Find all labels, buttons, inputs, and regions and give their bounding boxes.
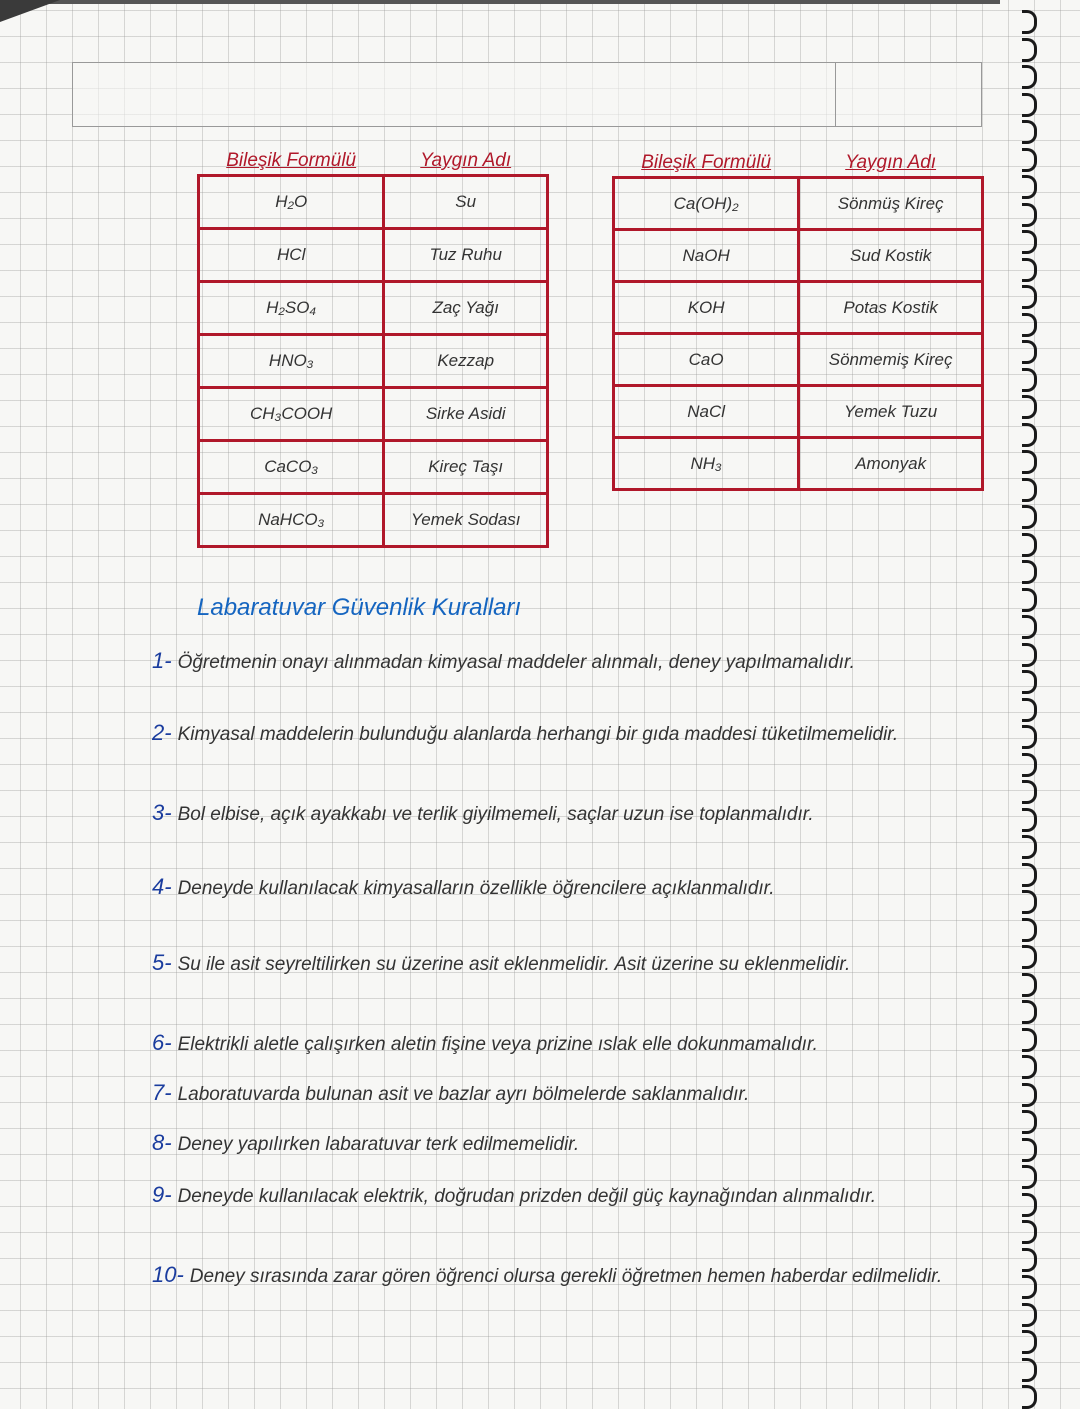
spiral-ring xyxy=(1022,1138,1037,1162)
table-row xyxy=(614,178,983,230)
spiral-ring xyxy=(1022,973,1037,997)
spiral-ring xyxy=(1022,10,1037,34)
spiral-ring xyxy=(1022,1385,1037,1409)
safety-rule xyxy=(152,800,982,827)
safety-rule xyxy=(152,1030,982,1057)
rule-text: Deney sırasında zarar gören öğrenci olursa gerekli öğretmen hemen haberdar edilmelidir. xyxy=(189,1266,943,1287)
table-row xyxy=(199,388,548,441)
common-name-cell: Zaç Yağı xyxy=(384,282,548,335)
spiral-ring xyxy=(1022,918,1037,942)
spiral-ring xyxy=(1022,560,1037,584)
spiral-ring xyxy=(1022,478,1037,502)
table-row xyxy=(199,229,548,282)
rule-text: Kimyasal maddelerin bulunduğu alanlarda herhangi bir gıda maddesi tüketilmemelidir. xyxy=(177,724,899,745)
spiral-ring xyxy=(1022,863,1037,887)
formula-cell: NaOH xyxy=(614,230,799,282)
column-header-common-name: Yaygın Adı xyxy=(845,152,937,173)
rule-text: Öğretmenin onayı alınmadan kimyasal maddeler alınmalı, deney yapılmamalıdır. xyxy=(177,652,855,673)
rule-number: 3- xyxy=(152,800,172,825)
rule-number: 9- xyxy=(152,1182,172,1207)
spiral-ring xyxy=(1022,450,1037,474)
safety-rule xyxy=(152,1130,982,1157)
common-name-cell: Tuz Ruhu xyxy=(384,229,548,282)
spiral-ring xyxy=(1022,340,1037,364)
table-row xyxy=(614,230,983,282)
spiral-ring xyxy=(1022,505,1037,529)
spiral-ring xyxy=(1022,643,1037,667)
formula-cell: HNO₃ xyxy=(199,335,384,388)
formula-cell: NaHCO₃ xyxy=(199,494,384,547)
formula-cell: HCl xyxy=(199,229,384,282)
spiral-ring xyxy=(1022,753,1037,777)
spiral-ring xyxy=(1022,890,1037,914)
spiral-ring xyxy=(1022,780,1037,804)
common-name-cell: Sönmüş Kireç xyxy=(799,178,983,230)
spiral-ring xyxy=(1022,1220,1037,1244)
spiral-ring xyxy=(1022,1055,1037,1079)
rule-text: Deneyde kullanılacak kimyasalların özellikle öğrencilere açıklanmalıdır. xyxy=(177,878,775,899)
spiral-ring xyxy=(1022,1083,1037,1107)
common-name-cell: Sud Kostik xyxy=(799,230,983,282)
spiral-ring xyxy=(1022,175,1037,199)
spiral-ring xyxy=(1022,670,1037,694)
column-header-formula: Bileşik Formülü xyxy=(226,150,357,171)
rule-text: Su ile asit seyreltilirken su üzerine asit eklenmelidir. Asit üzerine su eklenmelidir. xyxy=(177,954,851,975)
compound-table-left xyxy=(197,150,549,548)
spiral-ring xyxy=(1022,203,1037,227)
table-row xyxy=(614,386,983,438)
safety-rule xyxy=(152,874,982,901)
formula-cell: CaO xyxy=(614,334,799,386)
common-name-cell: Potas Kostik xyxy=(799,282,983,334)
spiral-ring xyxy=(1022,93,1037,117)
table-row xyxy=(199,335,548,388)
compound-table-right xyxy=(612,152,984,491)
spiral-ring xyxy=(1022,1358,1037,1382)
table-row xyxy=(199,282,548,335)
rule-text: Deneyde kullanılacak elektrik, doğrudan prizden değil güç kaynağından alınmalıdır. xyxy=(177,1186,877,1207)
rule-number: 1- xyxy=(152,648,172,673)
header-divider xyxy=(835,63,836,126)
table-row xyxy=(199,441,548,494)
spiral-ring xyxy=(1022,395,1037,419)
spiral-ring xyxy=(1022,423,1037,447)
spiral-ring xyxy=(1022,258,1037,282)
rule-text: Laboratuvarda bulunan asit ve bazlar ayrı bölmelerde saklanmalıdır. xyxy=(177,1084,750,1105)
common-name-cell: Sönmemiş Kireç xyxy=(799,334,983,386)
formula-cell: KOH xyxy=(614,282,799,334)
spiral-ring xyxy=(1022,285,1037,309)
rule-text: Bol elbise, açık ayakkabı ve terlik giyilmemeli, saçlar uzun ise toplanmalıdır. xyxy=(177,804,814,825)
spiral-ring xyxy=(1022,698,1037,722)
safety-rule xyxy=(152,950,982,977)
spiral-ring xyxy=(1022,230,1037,254)
spiral-ring xyxy=(1022,120,1037,144)
spiral-ring xyxy=(1022,1193,1037,1217)
spiral-ring xyxy=(1022,615,1037,639)
spiral-ring xyxy=(1022,38,1037,62)
rule-text: Deney yapılırken labaratuvar terk edilmemelidir. xyxy=(177,1134,580,1155)
page-corner-shadow xyxy=(0,0,60,22)
table-row xyxy=(614,438,983,490)
table-row xyxy=(199,176,548,229)
common-name-cell: Kireç Taşı xyxy=(384,441,548,494)
rule-number: 10- xyxy=(152,1262,184,1287)
formula-cell: H₂O xyxy=(199,176,384,229)
common-name-cell: Amonyak xyxy=(799,438,983,490)
rule-number: 5- xyxy=(152,950,172,975)
rule-number: 4- xyxy=(152,874,172,899)
rule-number: 7- xyxy=(152,1080,172,1105)
safety-rule xyxy=(152,1262,982,1289)
column-header-formula: Bileşik Formülü xyxy=(641,152,772,173)
spiral-ring xyxy=(1022,808,1037,832)
spiral-ring xyxy=(1022,533,1037,557)
table-row xyxy=(614,282,983,334)
common-name-cell: Sirke Asidi xyxy=(384,388,548,441)
safety-rule xyxy=(152,1080,982,1107)
rule-number: 6- xyxy=(152,1030,172,1055)
formula-cell: Ca(OH)₂ xyxy=(614,178,799,230)
formula-cell: NaCl xyxy=(614,386,799,438)
common-name-cell: Kezzap xyxy=(384,335,548,388)
section-title: Labaratuvar Güvenlik Kuralları xyxy=(197,594,522,621)
rule-text: Elektrikli aletle çalışırken aletin fişine veya prizine ıslak elle dokunmamalıdır. xyxy=(177,1034,818,1055)
spiral-ring xyxy=(1022,148,1037,172)
spiral-ring xyxy=(1022,835,1037,859)
spiral-ring xyxy=(1022,588,1037,612)
formula-cell: NH₃ xyxy=(614,438,799,490)
spiral-ring xyxy=(1022,313,1037,337)
safety-rule xyxy=(152,720,982,747)
table-row xyxy=(614,334,983,386)
common-name-cell: Yemek Sodası xyxy=(384,494,548,547)
spiral-ring xyxy=(1022,1110,1037,1134)
spiral-ring xyxy=(1022,1248,1037,1272)
formula-cell: CaCO₃ xyxy=(199,441,384,494)
spiral-ring xyxy=(1022,65,1037,89)
page-top-edge xyxy=(0,0,1000,4)
safety-rule xyxy=(152,648,982,675)
spiral-ring xyxy=(1022,945,1037,969)
spiral-ring xyxy=(1022,1028,1037,1052)
rule-number: 2- xyxy=(152,720,172,745)
safety-rule xyxy=(152,1182,982,1209)
spiral-ring xyxy=(1022,1330,1037,1354)
notebook-header-box xyxy=(72,62,982,127)
common-name-cell: Yemek Tuzu xyxy=(799,386,983,438)
spiral-ring xyxy=(1022,1303,1037,1327)
table-row xyxy=(199,494,548,547)
column-header-common-name: Yaygın Adı xyxy=(420,150,512,171)
spiral-ring xyxy=(1022,368,1037,392)
spiral-binding xyxy=(1022,10,1042,1390)
common-name-cell: Su xyxy=(384,176,548,229)
spiral-ring xyxy=(1022,1275,1037,1299)
spiral-ring xyxy=(1022,1000,1037,1024)
spiral-ring xyxy=(1022,1165,1037,1189)
spiral-ring xyxy=(1022,725,1037,749)
formula-cell: H₂SO₄ xyxy=(199,282,384,335)
rule-number: 8- xyxy=(152,1130,172,1155)
formula-cell: CH₃COOH xyxy=(199,388,384,441)
